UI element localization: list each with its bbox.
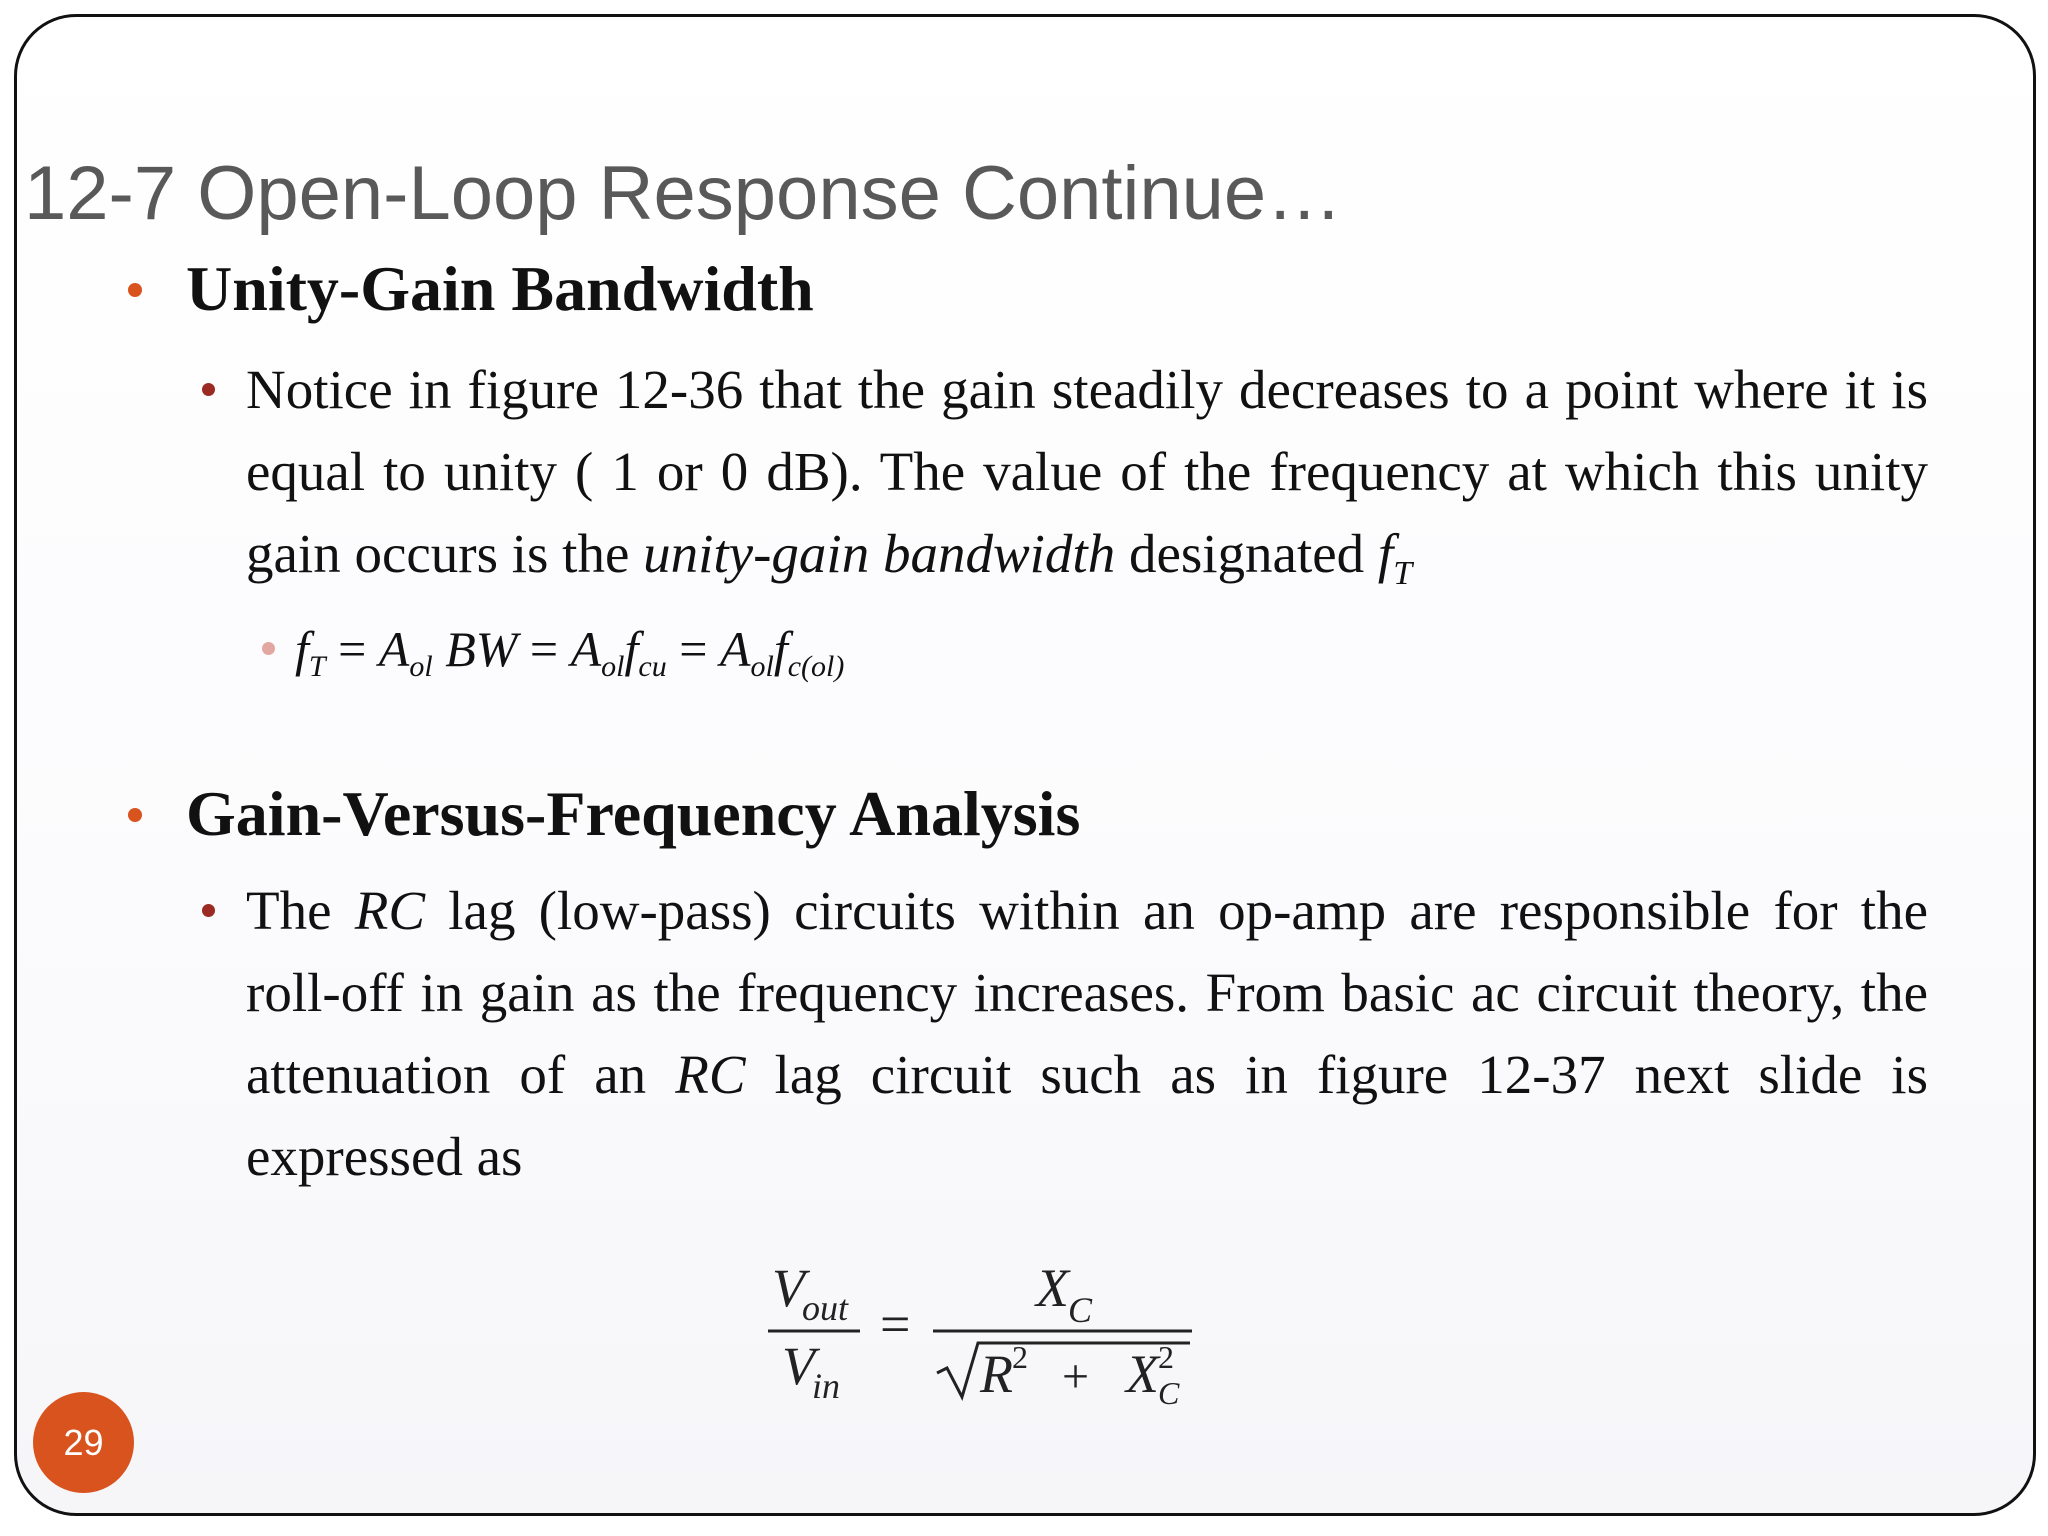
- formula-xc-exponent: 2: [1158, 1339, 1174, 1375]
- paragraph-gain-vs-frequency: The RC lag (low-pass) circuits within an op-amp are responsible for the roll-off in gain as the frequency increases. From basic ac circuit theory, the attenuation of an RC lag circuit such as in figure 12-37 next slide is expressed as: [246, 880, 1928, 1187]
- formula-r: R: [980, 1344, 1013, 1404]
- bullet-dot: [202, 904, 215, 917]
- formula-out-subscript: out: [802, 1288, 849, 1328]
- bullet-dot: [128, 808, 142, 822]
- slide-title: 12-7 Open-Loop Response Continue…: [24, 151, 1343, 236]
- formula-xc-subscript: C: [1158, 1375, 1180, 1410]
- section-heading-unity-gain: Unity-Gain Bandwidth: [186, 253, 814, 324]
- bullet-dot: [202, 383, 215, 396]
- formula-v-in: V: [782, 1336, 815, 1396]
- page-number-badge: 29: [33, 1392, 134, 1493]
- section-heading-gain-vs-frequency: Gain-Versus-Frequency Analysis: [186, 778, 1081, 849]
- formula-plus: +: [1062, 1350, 1090, 1403]
- formula-c-subscript: C: [1068, 1290, 1093, 1330]
- attenuation-formula: [740, 1240, 1210, 1410]
- paragraph-unity-gain: Notice in figure 12-36 that the gain steadily decreases to a point where it is equal to unity ( 1 or 0 dB). The value of the frequency at which this unity gain occurs is the unity-gain bandwidth designated $f_T$: [246, 359, 1928, 592]
- unity-gain-equation: $f_T = A_{ol}$ BW = $A_{ol}f_{cu} = A_{ol}f_{c(ol)}$: [295, 621, 845, 683]
- formula-x-c-denominator: X: [1126, 1344, 1159, 1404]
- formula-in-subscript: in: [812, 1366, 841, 1406]
- formula-v-out: V: [772, 1258, 805, 1318]
- formula-r-exponent: 2: [1012, 1339, 1028, 1375]
- formula-x-c: X: [1036, 1258, 1069, 1318]
- bullet-dot: [128, 283, 142, 297]
- formula-equals: =: [880, 1294, 911, 1354]
- bullet-dot: [262, 642, 275, 655]
